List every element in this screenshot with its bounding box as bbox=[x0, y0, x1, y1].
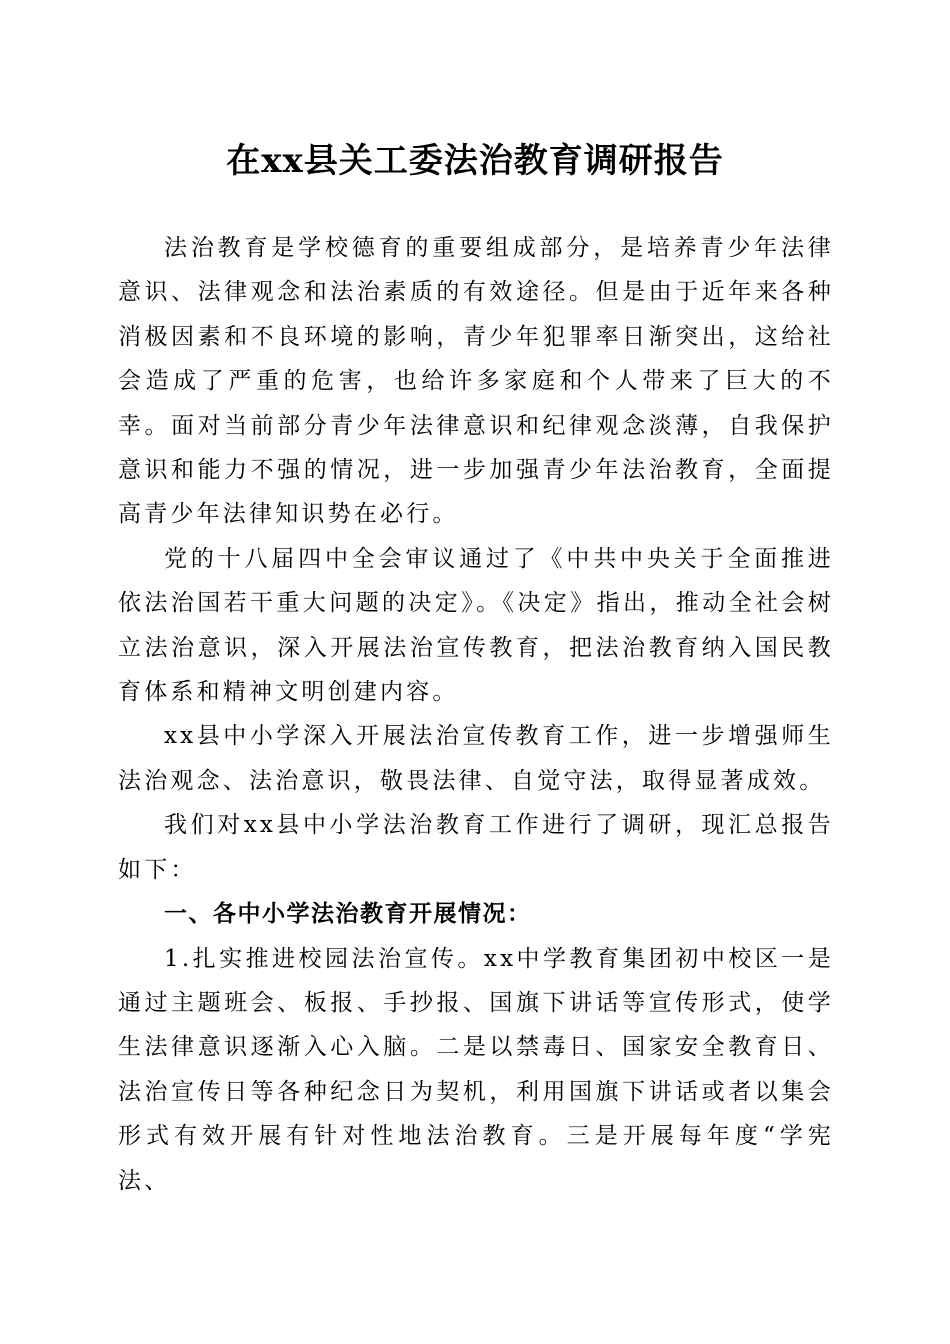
document-title: 在xx县关工委法治教育调研报告 bbox=[226, 141, 724, 181]
paragraph-item-1: 1.扎实推进校园法治宣传。xx中学教育集团初中校区一是通过主题班会、板报、手抄报、国旗下讲话等宣传形式，使学生法律意识逐渐入心入脑。二是以禁毒日、国家安全教育日、法治宣传日等各种纪念日为契机，利用国旗下讲话或者以集会形式有效开展有针对性地法治教育。三是开展每年度“学宪法、 bbox=[118, 945, 834, 1194]
paragraph-report-intro: 我们对xx县中小学法治教育工作进行了调研，现汇总报告如下： bbox=[118, 812, 834, 883]
document-body bbox=[118, 226, 834, 1203]
paragraph-plenum: 党的十八届四中全会审议通过了《中共中央关于全面推进依法治国若干重大问题的决定》。《决定》指出，推动全社会树立法治意识，深入开展法治宣传教育，把法治教育纳入国民教育体系和精神文明创建内容。 bbox=[118, 545, 834, 706]
paragraph-county-overview: xx县中小学深入开展法治宣传教育工作，进一步增强师生法治观念、法治意识，敬畏法律、自觉守法，取得显著成效。 bbox=[118, 723, 834, 794]
section-heading-1: 一、各中小学法治教育开展情况： bbox=[164, 901, 532, 928]
paragraph-intro: 法治教育是学校德育的重要组成部分，是培养青少年法律意识、法律观念和法治素质的有效途径。但是由于近年来各种消极因素和不良环境的影响，青少年犯罪率日渐突出，这给社会造成了严重的危害，也给许多家庭和个人带来了巨大的不幸。面对当前部分青少年法律意识和纪律观念淡薄，自我保护意识和能力不强的情况，进一步加强青少年法治教育，全面提高青少年法律知识势在必行。 bbox=[118, 235, 834, 528]
